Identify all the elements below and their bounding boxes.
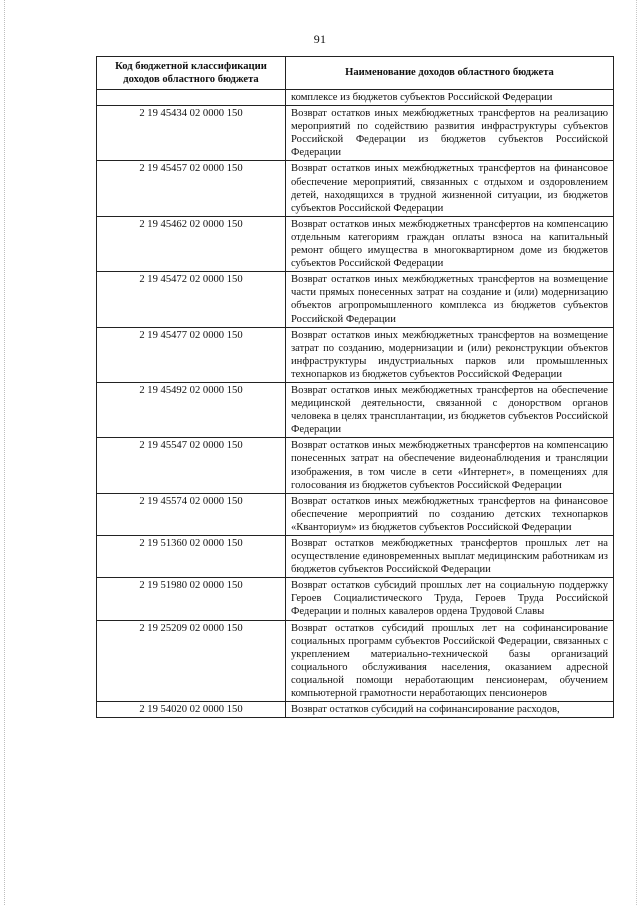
revenue-name-cell: Возврат остатков иных межбюджетных трансфертов на финансовое обеспечение мероприятий, связанных с отдыхом и оздоровлением детей, находящихся в трудной жизненной ситуации, из бюджетов субъектов Российской Федерации bbox=[286, 161, 614, 216]
revenue-name-cell: Возврат остатков межбюджетных трансфертов прошлых лет на осуществление единовременных выплат медицинским работникам из бюджетов субъектов Российской Федерации bbox=[286, 536, 614, 578]
revenue-code-cell: 2 19 45472 02 0000 150 bbox=[97, 272, 286, 327]
revenue-name-cell: Возврат остатков иных межбюджетных трансфертов на возмещение части прямых понесенных затрат на создание и (или) модернизацию объектов агропромышленного комплекса из бюджетов субъектов Российской Федерации bbox=[286, 272, 614, 327]
scan-edge-left bbox=[0, 0, 5, 905]
page-number: 91 bbox=[313, 32, 327, 46]
revenue-name-cell: Возврат остатков иных межбюджетных трансфертов на обеспечение медицинской деятельности, связанной с донорством органов человека в целях трансплантации, из бюджетов субъектов Российской Федерации bbox=[286, 382, 614, 437]
scan-edge-right bbox=[636, 0, 640, 905]
revenue-code-cell bbox=[97, 90, 286, 106]
revenue-name-cell: Возврат остатков иных межбюджетных трансфертов на возмещение затрат по созданию, модернизации и (или) реконструкции объектов инфраструктуры индустриальных парков или промышленных технопарков из бюджетов субъектов Российской Федерации bbox=[286, 327, 614, 382]
revenue-code-cell: 2 19 45547 02 0000 150 bbox=[97, 438, 286, 493]
revenue-code-cell: 2 19 54020 02 0000 150 bbox=[97, 702, 286, 718]
revenue-name-cell: Возврат остатков иных межбюджетных трансфертов на компенсацию понесенных затрат на обеспечение видеонаблюдения и трансляции изображения, в том числе в сети «Интернет», в помещениях для голосования из бюджетов субъектов Российской Федерации bbox=[286, 438, 614, 493]
table-row bbox=[97, 620, 614, 702]
table-row bbox=[97, 578, 614, 620]
revenue-name-cell: Возврат остатков иных межбюджетных трансфертов на реализацию мероприятий по содействию развития инфраструктуры субъектов Российской Федерации из бюджетов субъектов Российской Федерации bbox=[286, 106, 614, 161]
table-row bbox=[97, 702, 614, 718]
column-header-code: Код бюджетной классификации доходов областного бюджета bbox=[97, 57, 286, 90]
table-row bbox=[97, 438, 614, 493]
revenue-name-cell: комплексе из бюджетов субъектов Российской Федерации bbox=[286, 90, 614, 106]
revenue-code-cell: 2 19 45462 02 0000 150 bbox=[97, 216, 286, 271]
revenue-code-cell: 2 19 25209 02 0000 150 bbox=[97, 620, 286, 702]
revenue-code-cell: 2 19 45492 02 0000 150 bbox=[97, 382, 286, 437]
revenue-code-cell: 2 19 45477 02 0000 150 bbox=[97, 327, 286, 382]
revenue-code-cell: 2 19 45574 02 0000 150 bbox=[97, 493, 286, 535]
table-row bbox=[97, 161, 614, 216]
revenue-name-cell: Возврат остатков субсидий прошлых лет на софинансирование социальных программ субъектов Российской Федерации, связанных с укреплением материально-технической базы организаций социального обслуживания населения, оказанием адресной социальной помощи неработающим пенсионерам, обучением компьютерной грамотности неработающих пенсионеров bbox=[286, 620, 614, 702]
column-header-name: Наименование доходов областного бюджета bbox=[286, 57, 614, 90]
table-row bbox=[97, 106, 614, 161]
table-row bbox=[97, 327, 614, 382]
budget-revenue-table bbox=[96, 56, 614, 718]
table-row bbox=[97, 216, 614, 271]
table-row bbox=[97, 272, 614, 327]
revenue-code-cell: 2 19 51360 02 0000 150 bbox=[97, 536, 286, 578]
table-row bbox=[97, 90, 614, 106]
revenue-name-cell: Возврат остатков иных межбюджетных трансфертов на финансовое обеспечение мероприятий по созданию детских технопарков «Кванториум» из бюджетов субъектов Российской Федерации bbox=[286, 493, 614, 535]
revenue-code-cell: 2 19 45434 02 0000 150 bbox=[97, 106, 286, 161]
revenue-code-cell: 2 19 45457 02 0000 150 bbox=[97, 161, 286, 216]
table-row bbox=[97, 493, 614, 535]
revenue-name-cell: Возврат остатков субсидий прошлых лет на социальную поддержку Героев Социалистического Труда, Героев Труда Российской Федерации и полных кавалеров ордена Трудовой Славы bbox=[286, 578, 614, 620]
revenue-code-cell: 2 19 51980 02 0000 150 bbox=[97, 578, 286, 620]
table-row bbox=[97, 382, 614, 437]
table-header-row bbox=[97, 57, 614, 90]
revenue-name-cell: Возврат остатков иных межбюджетных трансфертов на компенсацию отдельным категориям граждан оплаты взноса на капитальный ремонт общего имущества в многоквартирном доме из бюджетов субъектов Российской Федерации bbox=[286, 216, 614, 271]
revenue-name-cell: Возврат остатков субсидий на софинансирование расходов, bbox=[286, 702, 614, 718]
table-row bbox=[97, 536, 614, 578]
